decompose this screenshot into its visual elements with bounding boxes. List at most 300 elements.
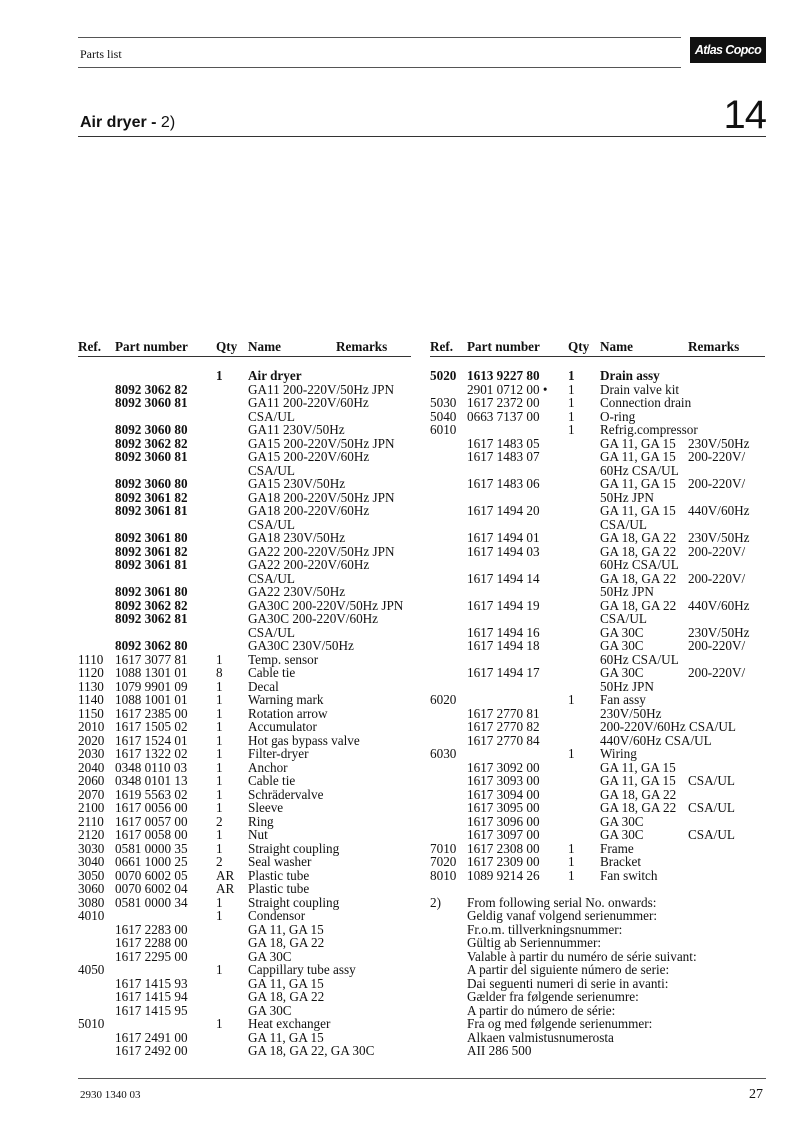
cell-ref (430, 612, 467, 626)
cell-name: GA 11, GA 15 (600, 435, 676, 451)
cell-ref (78, 572, 115, 586)
table-row (78, 680, 411, 694)
cell-qty (568, 653, 600, 667)
cell-remarks (336, 1004, 411, 1018)
cell-qty: 1 (568, 368, 575, 383)
cell-part-number: 1617 2770 81 (467, 705, 540, 721)
table-row (78, 1044, 411, 1058)
table-row (430, 423, 765, 437)
table-row (78, 383, 411, 397)
cell-name: Cable tie (248, 665, 296, 680)
table-row (430, 774, 765, 788)
cell-name: GA 30C (248, 948, 292, 964)
cell-remarks (336, 815, 411, 829)
footnote-text: AII 286 500 (467, 1043, 532, 1058)
cell-qty (568, 599, 600, 613)
cell-name: GA 18, GA 22 (600, 570, 677, 586)
cell-ref (78, 437, 115, 451)
cell-qty: 1 (568, 692, 575, 707)
cell-remarks: 440V/60Hz (688, 503, 750, 518)
chapter-number: 14 (723, 93, 766, 137)
footnote-line (430, 909, 765, 923)
cell-name: GA 30C (600, 827, 644, 842)
cell-ref (78, 558, 115, 572)
cell-remarks (336, 464, 411, 478)
cell-ref: 2110 (78, 813, 104, 829)
cell-part-number: 1089 9214 26 (467, 867, 540, 883)
table-row (430, 855, 765, 869)
cell-remarks (688, 612, 763, 626)
cell-qty (568, 828, 600, 842)
cell-part-number: 1617 3096 00 (467, 813, 540, 829)
cell-name: GA22 200-220V/60Hz (248, 557, 370, 572)
cell-remarks (336, 383, 411, 397)
cell-part-number: 1617 1494 03 (467, 543, 540, 559)
cell-qty (216, 423, 248, 437)
cell-remarks (336, 545, 411, 559)
title-main: Air dryer (80, 114, 147, 131)
cell-name: Plastic tube (248, 881, 310, 896)
cell-remarks (688, 720, 763, 734)
cell-ref (78, 1004, 115, 1018)
cell-qty (568, 626, 600, 640)
table-row (78, 612, 411, 626)
table-row (78, 450, 411, 464)
cell-remarks: 230V/50Hz (688, 624, 750, 640)
table-row (78, 909, 411, 923)
cell-remarks (688, 707, 763, 721)
table-row (78, 423, 411, 437)
cell-part-number: 1617 2295 00 (115, 948, 188, 964)
cell-ref: 8010 (430, 867, 457, 883)
cell-remarks (336, 626, 411, 640)
cell-part-number (467, 653, 568, 667)
table-row (430, 531, 765, 545)
cell-ref (430, 761, 467, 775)
cell-qty: 2 (216, 854, 223, 869)
cell-ref (430, 653, 467, 667)
cell-qty (216, 1044, 248, 1058)
cell-remarks (336, 842, 411, 856)
cell-part-number: 1617 3077 81 (115, 651, 188, 667)
footnote-ref (430, 936, 467, 950)
cell-qty (568, 612, 600, 626)
cell-ref (78, 977, 115, 991)
cell-remarks: 230V/50Hz (688, 435, 750, 451)
cell-qty (216, 612, 248, 626)
cell-remarks (336, 788, 411, 802)
table-row (430, 612, 765, 626)
table-row (78, 720, 411, 734)
cell-part-number: 8092 3060 81 (115, 449, 188, 464)
table-body (78, 369, 411, 1058)
cell-name: GA15 200-220V/50Hz JPN (248, 435, 395, 451)
cell-name: Cappillary tube assy (248, 962, 356, 977)
cell-remarks (336, 585, 411, 599)
cell-qty: 1 (568, 422, 575, 437)
cell-remarks (336, 423, 411, 437)
cell-remarks (336, 504, 411, 518)
cell-part-number: 1617 2288 00 (115, 935, 188, 950)
table-row (430, 869, 765, 883)
table-row (430, 828, 765, 842)
cell-part-number (115, 572, 216, 586)
cell-qty (568, 464, 600, 478)
cell-part-number: 1617 2491 00 (115, 1029, 188, 1045)
cell-remarks (336, 747, 411, 761)
cell-ref (430, 734, 467, 748)
cell-ref: 5020 (430, 368, 457, 383)
cell-remarks (336, 612, 411, 626)
cell-part-number (467, 693, 568, 707)
col-remarks: Remarks (688, 339, 740, 354)
cell-part-number: 1617 1494 17 (467, 665, 540, 680)
cell-name: GA 11, GA 15 (600, 503, 676, 518)
table-row (430, 707, 765, 721)
table-row (78, 491, 411, 505)
cell-remarks (688, 585, 763, 599)
table-row (430, 761, 765, 775)
table-row (78, 855, 411, 869)
cell-ref (430, 788, 467, 802)
cell-ref (430, 599, 467, 613)
cell-ref (78, 990, 115, 1004)
table-row (430, 585, 765, 599)
cell-name: Decal (248, 678, 279, 694)
cell-qty (568, 545, 600, 559)
cell-name: CSA/UL (600, 611, 647, 626)
cell-name: Fan assy (600, 692, 646, 707)
cell-qty (216, 1004, 248, 1018)
cell-part-number: 1617 2372 00 (467, 395, 540, 410)
cell-part-number: 8092 3061 81 (115, 557, 188, 572)
table-row (78, 693, 411, 707)
cell-remarks (688, 653, 763, 667)
cell-qty (568, 585, 600, 599)
table-row (78, 369, 411, 383)
table-row (78, 464, 411, 478)
cell-remarks (688, 410, 763, 424)
cell-part-number: 1619 5563 02 (115, 786, 188, 802)
cell-qty (568, 666, 600, 680)
cell-name: Straight coupling (248, 894, 340, 910)
col-part-number: Part number (115, 339, 188, 354)
cell-name: CSA/UL (248, 408, 295, 424)
cell-remarks: 200-220V/ (688, 476, 746, 491)
cell-qty (216, 626, 248, 640)
cell-name: Frame (600, 840, 634, 856)
cell-remarks (336, 437, 411, 451)
table-row (78, 936, 411, 950)
table-row (78, 896, 411, 910)
cell-name: GA 18, GA 22 (600, 786, 677, 802)
cell-remarks: 200-220V/ (688, 449, 746, 464)
cell-ref: 1120 (78, 665, 104, 680)
cell-qty (568, 707, 600, 721)
cell-name: Straight coupling (248, 840, 340, 856)
table-row (78, 653, 411, 667)
cell-ref: 5030 (430, 395, 457, 410)
footnote-ref (430, 990, 467, 1004)
cell-part-number: 1617 2385 00 (115, 705, 188, 721)
cell-qty: 1 (216, 1016, 223, 1031)
table-row (430, 477, 765, 491)
page-number: 27 (749, 1087, 763, 1102)
cell-qty (568, 531, 600, 545)
header-label: Parts list (80, 47, 122, 61)
cell-qty (216, 599, 248, 613)
footnote-ref (430, 950, 467, 964)
col-name: Name (600, 339, 633, 354)
cell-name: Warning mark (248, 692, 324, 707)
cell-remarks: CSA/UL (688, 800, 735, 815)
cell-name: Plastic tube (248, 867, 310, 883)
cell-remarks (688, 396, 763, 410)
footnote-text: Gültig ab Seriennummer: (467, 935, 602, 950)
cell-part-number: 1617 2283 00 (115, 921, 188, 937)
cell-remarks: 200-220V/ (688, 665, 746, 680)
footnote-ref (430, 1017, 467, 1031)
cell-name: GA 30C (600, 624, 644, 640)
cell-ref (78, 626, 115, 640)
cell-remarks (688, 815, 763, 829)
cell-part-number (467, 491, 568, 505)
cell-qty: 1 (216, 732, 223, 748)
table-row (78, 518, 411, 532)
cell-remarks (688, 491, 763, 505)
cell-remarks: 440V/60Hz (688, 597, 750, 613)
header-top-rule (78, 37, 681, 38)
cell-remarks (336, 666, 411, 680)
cell-qty (216, 396, 248, 410)
table-row (78, 977, 411, 991)
cell-ref: 2010 (78, 719, 105, 734)
footnote-text: Geldig vanaf volgend serienummer: (467, 908, 658, 923)
cell-ref: 3030 (78, 840, 105, 856)
cell-ref (78, 491, 115, 505)
table-row (78, 747, 411, 761)
cell-part-number: 0661 1000 25 (115, 854, 188, 869)
cell-qty (568, 450, 600, 464)
table-row (430, 450, 765, 464)
cell-remarks (336, 1017, 411, 1031)
cell-part-number: 1617 1494 19 (467, 597, 540, 613)
table-row (78, 963, 411, 977)
cell-part-number: 1617 1483 07 (467, 449, 540, 464)
cell-qty (568, 491, 600, 505)
cell-remarks (336, 896, 411, 910)
cell-part-number (115, 626, 216, 640)
table-row (430, 653, 765, 667)
cell-remarks: 200-220V/ (688, 543, 746, 559)
footnote-line (430, 1017, 765, 1031)
cell-qty (216, 1031, 248, 1045)
cell-remarks (336, 396, 411, 410)
cell-name: GA 11, GA 15 (600, 773, 676, 788)
cell-remarks (688, 842, 763, 856)
footnote-text: A partir do número de série: (467, 1002, 616, 1018)
cell-name: Fan switch (600, 867, 658, 883)
table-header (78, 340, 411, 357)
table-row (78, 396, 411, 410)
table-row (430, 383, 765, 397)
table-row (430, 842, 765, 856)
cell-ref (430, 639, 467, 653)
cell-remarks (688, 855, 763, 869)
cell-name: GA 18, GA 22 (248, 989, 325, 1004)
cell-name: GA 30C (600, 665, 644, 680)
cell-qty: 1 (216, 746, 223, 761)
table-row (430, 788, 765, 802)
cell-ref: 1150 (78, 705, 104, 721)
cell-part-number: 8092 3062 82 (115, 597, 188, 613)
cell-name: Schrädervalve (248, 786, 324, 802)
cell-remarks (688, 383, 763, 397)
cell-remarks (336, 639, 411, 653)
cell-name: GA 11, GA 15 (600, 759, 676, 775)
cell-ref: 2100 (78, 800, 105, 815)
cell-name: GA15 230V/50Hz (248, 476, 346, 491)
table-row (78, 882, 411, 896)
table-row (430, 747, 765, 761)
footnote-text: A partir del siguiente número de serie: (467, 962, 670, 977)
footnote-text: Alkaen valmistusnumerosta (467, 1029, 614, 1045)
cell-remarks (336, 410, 411, 424)
cell-part-number: 1617 1524 01 (115, 732, 188, 748)
cell-part-number: 1617 0056 00 (115, 800, 188, 815)
cell-name: GA 18, GA 22, GA 30C (248, 1043, 375, 1058)
cell-part-number: 1079 9901 09 (115, 678, 188, 694)
cell-remarks (688, 518, 763, 532)
cell-ref (78, 396, 115, 410)
cell-part-number: 0663 7137 00 (467, 408, 540, 424)
cell-ref (78, 1044, 115, 1058)
table-row (78, 410, 411, 424)
table-row (430, 518, 765, 532)
cell-part-number: 1617 2770 82 (467, 719, 540, 734)
table-row (430, 815, 765, 829)
table-row (78, 828, 411, 842)
table-row (78, 545, 411, 559)
cell-ref: 3050 (78, 867, 105, 883)
table-row (78, 531, 411, 545)
table-row (78, 774, 411, 788)
footnote-text: Valable à partir du numéro de série suivant: (467, 948, 697, 964)
cell-remarks (688, 464, 763, 478)
cell-qty: 1 (568, 746, 575, 761)
cell-ref (430, 774, 467, 788)
cell-ref (78, 585, 115, 599)
cell-ref (430, 491, 467, 505)
cell-part-number (115, 518, 216, 532)
cell-ref: 7020 (430, 854, 457, 869)
cell-remarks (688, 734, 763, 748)
cell-qty (568, 734, 600, 748)
footnote-line (430, 977, 765, 991)
cell-ref: 3080 (78, 894, 105, 910)
cell-part-number: 1617 3092 00 (467, 759, 540, 775)
cell-name: GA22 230V/50Hz (248, 584, 346, 599)
cell-part-number: 8092 3062 80 (115, 638, 188, 653)
cell-qty (216, 491, 248, 505)
table-row (78, 990, 411, 1004)
cell-remarks (336, 707, 411, 721)
cell-remarks: CSA/UL (688, 827, 735, 842)
cell-ref (430, 585, 467, 599)
table-body (430, 369, 765, 882)
cell-remarks (336, 828, 411, 842)
cell-qty (568, 504, 600, 518)
cell-ref (78, 950, 115, 964)
cell-name: Air dryer (248, 368, 302, 383)
cell-ref (430, 815, 467, 829)
cell-qty (216, 558, 248, 572)
table-header (430, 340, 765, 357)
cell-qty (216, 504, 248, 518)
cell-qty (568, 720, 600, 734)
cell-remarks (336, 531, 411, 545)
cell-ref (430, 504, 467, 518)
title-rule (78, 136, 766, 137)
cell-part-number: 8092 3060 81 (115, 395, 188, 410)
cell-ref (430, 801, 467, 815)
table-row (78, 761, 411, 775)
cell-name: 50Hz JPN (600, 489, 654, 505)
cell-name: Connection drain (600, 395, 692, 410)
footnote-ref (430, 909, 467, 923)
cell-part-number (115, 1017, 216, 1031)
cell-ref (78, 612, 115, 626)
cell-ref (430, 518, 467, 532)
table-row (430, 720, 765, 734)
cell-part-number: 1617 1322 02 (115, 746, 188, 761)
cell-ref (430, 680, 467, 694)
cell-ref (430, 545, 467, 559)
table-row (78, 923, 411, 937)
table-row (430, 801, 765, 815)
cell-part-number: 8092 3061 81 (115, 503, 188, 518)
cell-ref (430, 437, 467, 451)
cell-part-number: 1617 1494 20 (467, 503, 540, 518)
cell-name: GA11 200-220V/50Hz JPN (248, 381, 395, 397)
cell-name: GA22 200-220V/50Hz JPN (248, 543, 395, 559)
cell-name: Sleeve (248, 800, 284, 815)
cell-ref: 1110 (78, 651, 104, 667)
cell-name: Temp. sensor (248, 651, 319, 667)
table-row (430, 572, 765, 586)
cell-part-number: 0581 0000 34 (115, 894, 188, 910)
cell-qty: 1 (216, 773, 223, 788)
cell-qty (568, 518, 600, 532)
cell-ref (78, 423, 115, 437)
parts-table-left (78, 340, 411, 1058)
cell-name: 60Hz CSA/UL (600, 557, 679, 572)
cell-part-number: 1617 3094 00 (467, 786, 540, 802)
cell-remarks (336, 477, 411, 491)
cell-qty (568, 680, 600, 694)
cell-name: Seal washer (248, 854, 312, 869)
cell-ref (78, 936, 115, 950)
cell-ref: 5040 (430, 408, 457, 424)
table-row (430, 396, 765, 410)
cell-qty (216, 383, 248, 397)
cell-remarks (336, 1031, 411, 1045)
cell-part-number: 8092 3062 82 (115, 435, 188, 451)
cell-qty: 1 (216, 800, 223, 815)
cell-remarks (336, 518, 411, 532)
cell-ref (78, 383, 115, 397)
footnote-ref (430, 963, 467, 977)
